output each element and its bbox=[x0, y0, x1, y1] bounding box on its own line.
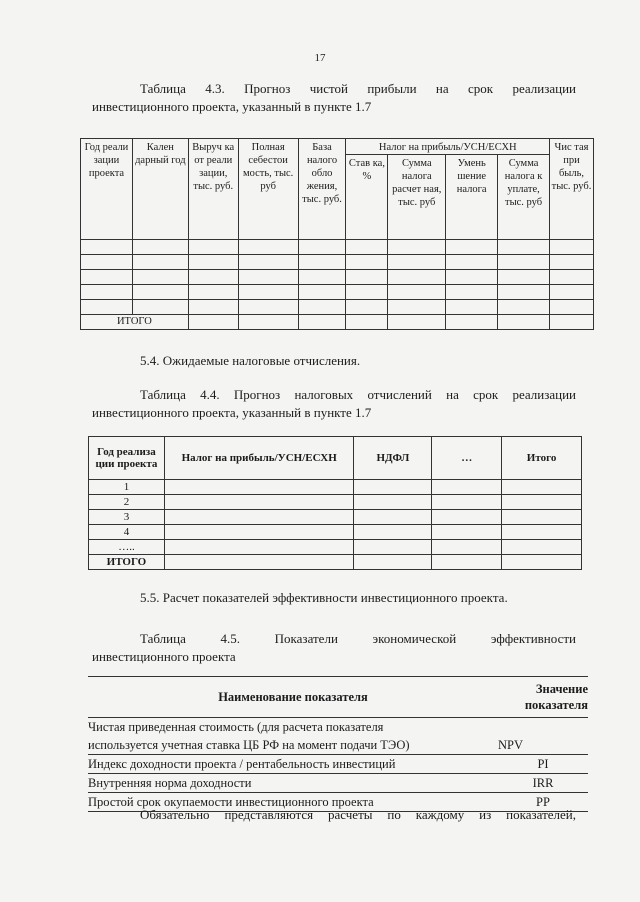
table44-caption-line1: Таблица 4.4. Прогноз налоговых отчислений на срок реализации bbox=[140, 387, 576, 402]
table-row bbox=[81, 255, 594, 270]
table-row bbox=[81, 285, 594, 300]
indicator-name: Чистая приведенная стоимость (для расчета показателя bbox=[88, 718, 498, 737]
header-tax: Налог на прибыль/УСН/ЕСХН bbox=[164, 437, 354, 480]
table44 bbox=[88, 436, 582, 570]
table44-total-row bbox=[89, 555, 582, 570]
indicator-name: Внутренняя норма доходности bbox=[88, 774, 498, 793]
table43 bbox=[80, 138, 594, 330]
table-row bbox=[89, 510, 582, 525]
footer-paragraph: Обязательно представляются расчеты по каждому из показателей, bbox=[140, 807, 576, 822]
table-row bbox=[81, 270, 594, 285]
table44-caption-line2: инвестиционного проекта, указанный в пункте 1.7 bbox=[92, 405, 372, 420]
header-value-line1: Значение bbox=[535, 682, 588, 696]
table-row bbox=[89, 540, 582, 555]
table43-caption-line1: Таблица 4.3. Прогноз чистой прибыли на срок реализации bbox=[140, 81, 576, 96]
table45-caption-line1: Таблица 4.5. Показатели экономической эффективности bbox=[140, 631, 576, 646]
header-tax-base: База налого обло жения, тыс. руб. bbox=[298, 139, 346, 240]
header-payable: Сумма налога к уплате, тыс. руб bbox=[498, 155, 550, 240]
indicator-value: NPV bbox=[498, 736, 588, 755]
table44-total-label: ИТОГО bbox=[89, 555, 165, 570]
indicator-value: PP bbox=[498, 793, 588, 812]
table-row bbox=[88, 718, 588, 737]
table-row bbox=[88, 755, 588, 774]
header-reduction: Умень шение налога bbox=[446, 155, 498, 240]
header-tax-group: Налог на прибыль/УСН/ЕСХН bbox=[346, 139, 550, 155]
table-row bbox=[89, 495, 582, 510]
header-net-profit: Чис тая при быль, тыс. руб. bbox=[550, 139, 594, 240]
header-dots: … bbox=[432, 437, 502, 480]
indicator-name: используется учетная ставка ЦБ РФ на момент подачи ТЭО) bbox=[88, 736, 498, 755]
header-indicator-name: Наименование показателя bbox=[88, 677, 498, 718]
page-number: 17 bbox=[314, 52, 326, 64]
section-5-4: 5.4. Ожидаемые налоговые отчисления. bbox=[140, 353, 361, 368]
row-year: 2 bbox=[89, 495, 165, 510]
header-calendar-year: Кален дарный год bbox=[132, 139, 188, 240]
indicator-name: Индекс доходности проекта / рентабельность инвестиций bbox=[88, 755, 498, 774]
table-row bbox=[81, 300, 594, 315]
header-indicator-value bbox=[498, 677, 588, 718]
row-year: ….. bbox=[89, 540, 165, 555]
indicator-value: PI bbox=[498, 755, 588, 774]
table45 bbox=[88, 676, 588, 812]
table43-caption-line2: инвестиционного проекта, указанный в пункте 1.7 bbox=[92, 99, 372, 114]
header-calc-sum: Сумма налога расчет ная, тыс. руб bbox=[388, 155, 446, 240]
indicator-name: Простой срок окупаемости инвестиционного проекта bbox=[88, 793, 498, 812]
indicator-value: IRR bbox=[498, 774, 588, 793]
header-total: Итого bbox=[502, 437, 582, 480]
header-revenue: Выруч ка от реали зации, тыс. руб. bbox=[188, 139, 238, 240]
header-value-line2: показателя bbox=[524, 698, 588, 712]
table-row bbox=[89, 480, 582, 495]
header-year: Год реали зации проекта bbox=[81, 139, 133, 240]
indicator-value bbox=[498, 718, 588, 737]
header-cost: Полная себестои мость, тыс. руб bbox=[238, 139, 298, 240]
table-row bbox=[89, 525, 582, 540]
row-year: 1 bbox=[89, 480, 165, 495]
table-row bbox=[88, 774, 588, 793]
table43-total-row bbox=[81, 315, 594, 330]
table43-total-label: ИТОГО bbox=[81, 315, 189, 330]
section-5-5: 5.5. Расчет показателей эффективности инвестиционного проекта. bbox=[140, 590, 508, 605]
row-year: 3 bbox=[89, 510, 165, 525]
header-rate: Став ка, % bbox=[346, 155, 388, 240]
header-year: Год реализа ции проекта bbox=[89, 437, 165, 480]
table45-caption-line2: инвестиционного проекта bbox=[92, 649, 236, 664]
row-year: 4 bbox=[89, 525, 165, 540]
header-ndfl: НДФЛ bbox=[354, 437, 432, 480]
table-row bbox=[88, 736, 588, 755]
table-row bbox=[81, 240, 594, 255]
